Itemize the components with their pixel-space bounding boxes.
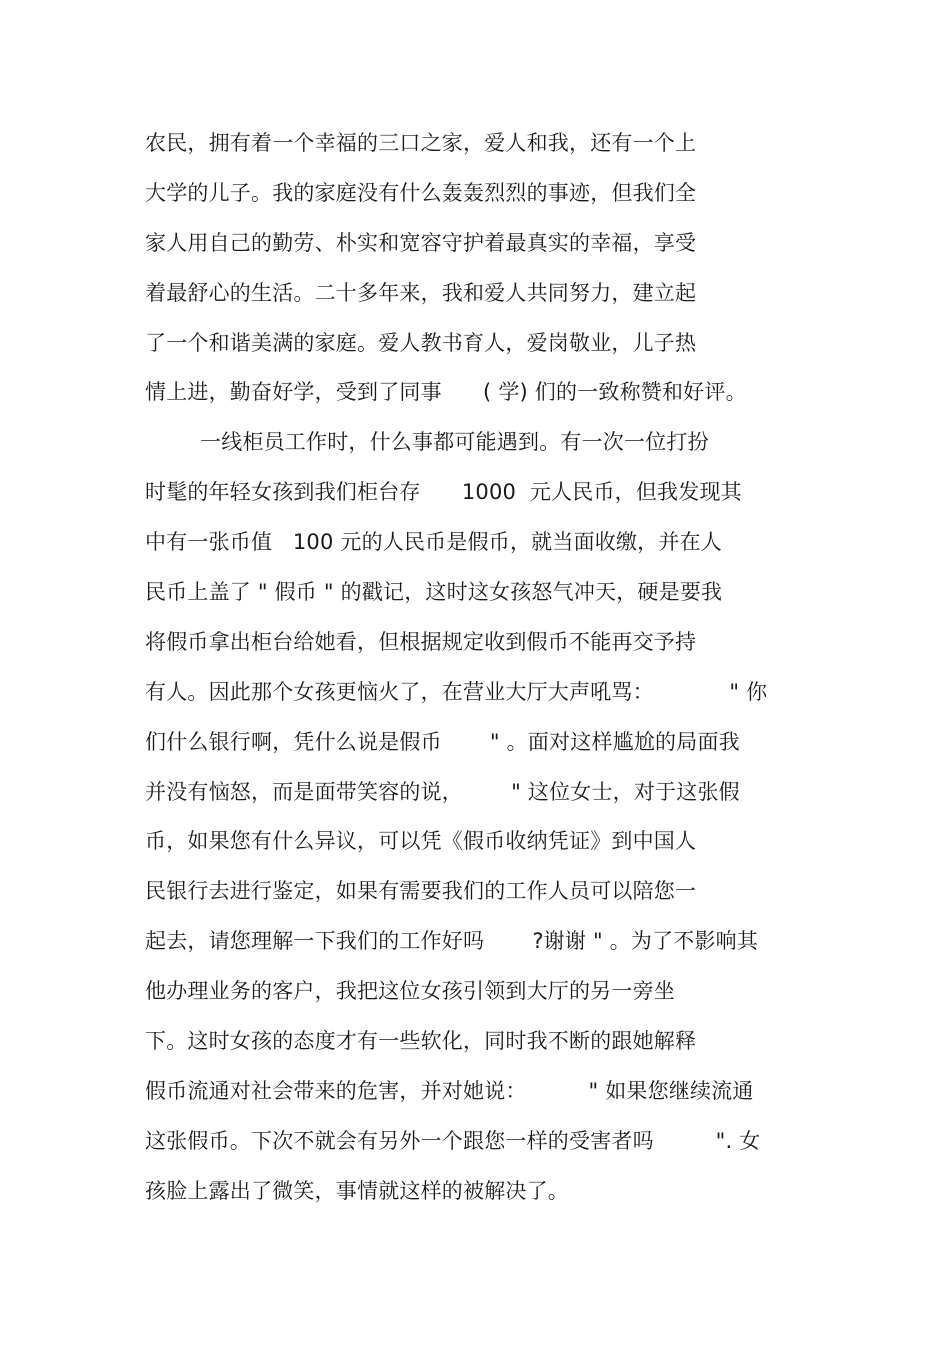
text-line: 了一个和谐美满的家庭。爱人教书育人，爱岗敬业，儿子热 — [145, 330, 697, 355]
text-line: 时髦的年轻女孩到我们柜台存 1000 元人民币，但我发现其 — [145, 480, 742, 505]
text-line: 大学的儿子。我的家庭没有什么轰轰烈烈的事迹，但我们全 — [145, 180, 697, 205]
text-line: 家人用自己的勤劳、朴实和宽容守护着最真实的幸福，享受 — [145, 230, 697, 255]
text-line: 民币上盖了 " 假币 " 的戳记，这时这女孩怒气冲天，硬是要我 — [145, 580, 723, 605]
text-line: 民银行去进行鉴定，如果有需要我们的工作人员可以陪您一 — [145, 879, 697, 904]
text-line: 有人。因此那个女孩更恼火了，在营业大厅大声吼骂： " 你 — [145, 679, 768, 704]
text-line: 们什么银行啊，凭什么说是假币 " 。面对这样尴尬的局面我 — [145, 729, 740, 754]
body-text — [145, 119, 825, 1217]
text-line: 假币流通对社会带来的危害，并对她说： " 如果您继续流通 — [145, 1078, 754, 1103]
text-line: 孩脸上露出了微笑，事情就这样的被解决了。 — [145, 1178, 569, 1203]
text-line: 将假币拿出柜台给她看，但根据规定收到假币不能再交予持 — [145, 629, 697, 654]
text-line: 并没有恼怒，而是面带笑容的说， " 这位女士，对于这张假 — [145, 779, 740, 804]
text-line: 农民，拥有着一个幸福的三口之家，爱人和我，还有一个上 — [145, 131, 697, 155]
text-line: 币，如果您有什么异议，可以凭《假币收纳凭证》到中国人 — [145, 829, 697, 854]
text-line: 中有一张币值 100 元的人民币是假币，就当面收缴，并在人 — [145, 530, 722, 555]
text-line: 起去，请您理解一下我们的工作好吗 ?谢谢 " 。为了不影响其 — [145, 929, 759, 954]
text-line: 情上进，勤奋好学，受到了同事 ( 学) 们的一致称赞和好评。 — [145, 380, 747, 405]
text-line: 下。这时女孩的态度才有一些软化，同时我不断的跟她解释 — [145, 1029, 697, 1054]
text-line: 这张假币。下次不就会有另外一个跟您一样的受害者吗 ". 女 — [145, 1128, 761, 1153]
text-line: 着最舒心的生活。二十多年来，我和爱人共同努力，建立起 — [145, 280, 697, 305]
text-line: 他办理业务的客户，我把这位女孩引领到大厅的另一旁坐 — [145, 979, 675, 1004]
text-line: 一线柜员工作时，什么事都可能遇到。有一次一位打扮 — [145, 430, 709, 455]
